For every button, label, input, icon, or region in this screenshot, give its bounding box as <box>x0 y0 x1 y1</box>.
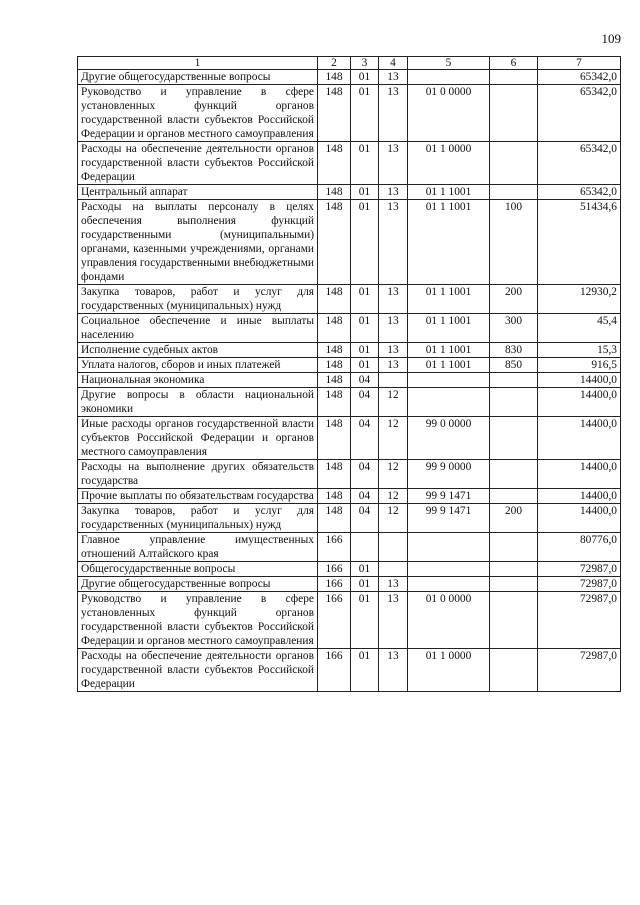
row-name: Другие общегосударственные вопросы <box>78 70 318 85</box>
cell-section: 01 <box>351 200 379 285</box>
cell-admin-code: 148 <box>318 373 351 388</box>
cell-amount: 45,4 <box>538 314 621 343</box>
cell-section: 04 <box>351 504 379 533</box>
cell-admin-code: 148 <box>318 142 351 185</box>
cell-subsection: 13 <box>379 649 408 692</box>
cell-amount: 72987,0 <box>538 592 621 649</box>
budget-table <box>77 56 621 692</box>
row-name: Другие вопросы в области национальной экономики <box>78 388 318 417</box>
cell-target-article <box>408 533 490 562</box>
table-row <box>78 70 621 85</box>
cell-target-article: 01 0 0000 <box>408 85 490 142</box>
table-row <box>78 358 621 373</box>
cell-amount: 14400,0 <box>538 373 621 388</box>
cell-amount: 14400,0 <box>538 489 621 504</box>
cell-admin-code: 166 <box>318 649 351 692</box>
table-row <box>78 388 621 417</box>
table-row <box>78 142 621 185</box>
cell-target-article: 99 0 0000 <box>408 417 490 460</box>
cell-section: 01 <box>351 185 379 200</box>
table-row <box>78 200 621 285</box>
cell-admin-code: 148 <box>318 489 351 504</box>
cell-section: 01 <box>351 314 379 343</box>
row-name: Центральный аппарат <box>78 185 318 200</box>
cell-section: 01 <box>351 649 379 692</box>
cell-expense-type: 850 <box>490 358 538 373</box>
row-name: Общегосударственные вопросы <box>78 562 318 577</box>
table-row <box>78 185 621 200</box>
table-row <box>78 373 621 388</box>
table-row <box>78 577 621 592</box>
cell-section: 01 <box>351 577 379 592</box>
cell-target-article <box>408 562 490 577</box>
cell-expense-type: 200 <box>490 285 538 314</box>
cell-expense-type: 200 <box>490 504 538 533</box>
row-name: Руководство и управление в сфере установленных функций органов государственной власти субъектов Российской Федерации и органов местного самоуправления <box>78 85 318 142</box>
table-row <box>78 343 621 358</box>
cell-section: 04 <box>351 373 379 388</box>
cell-target-article <box>408 388 490 417</box>
cell-admin-code: 148 <box>318 358 351 373</box>
cell-target-article: 01 1 1001 <box>408 358 490 373</box>
row-name: Расходы на выплаты персоналу в целях обеспечения выполнения функций государственными (муниципальными) органами, казенными учреждениями, органами управления государственными внебюджетными фондами <box>78 200 318 285</box>
cell-admin-code: 148 <box>318 314 351 343</box>
cell-amount: 65342,0 <box>538 85 621 142</box>
cell-section: 01 <box>351 70 379 85</box>
cell-section: 01 <box>351 343 379 358</box>
cell-amount: 80776,0 <box>538 533 621 562</box>
cell-target-article: 99 9 1471 <box>408 504 490 533</box>
row-name: Другие общегосударственные вопросы <box>78 577 318 592</box>
cell-admin-code: 148 <box>318 85 351 142</box>
cell-expense-type <box>490 649 538 692</box>
table-row <box>78 649 621 692</box>
cell-subsection: 13 <box>379 358 408 373</box>
cell-section: 04 <box>351 460 379 489</box>
cell-subsection: 13 <box>379 142 408 185</box>
row-name: Закупка товаров, работ и услуг для государственных (муниципальных) нужд <box>78 285 318 314</box>
cell-subsection: 12 <box>379 489 408 504</box>
cell-subsection: 13 <box>379 314 408 343</box>
column-number: 7 <box>538 57 621 70</box>
cell-expense-type <box>490 460 538 489</box>
table-row <box>78 314 621 343</box>
cell-amount: 51434,6 <box>538 200 621 285</box>
row-name: Иные расходы органов государственной власти субъектов Российской Федерации и органов местного самоуправления <box>78 417 318 460</box>
cell-subsection: 12 <box>379 388 408 417</box>
cell-expense-type <box>490 533 538 562</box>
table-row <box>78 460 621 489</box>
cell-expense-type: 830 <box>490 343 538 358</box>
page-number: 109 <box>601 31 621 46</box>
row-name: Социальное обеспечение и иные выплаты населению <box>78 314 318 343</box>
cell-target-article: 01 0 0000 <box>408 592 490 649</box>
cell-subsection <box>379 533 408 562</box>
cell-target-article: 01 1 1001 <box>408 200 490 285</box>
table-row <box>78 562 621 577</box>
cell-subsection: 13 <box>379 285 408 314</box>
cell-subsection: 13 <box>379 70 408 85</box>
cell-amount: 12930,2 <box>538 285 621 314</box>
cell-section: 04 <box>351 388 379 417</box>
cell-admin-code: 166 <box>318 562 351 577</box>
table-row <box>78 85 621 142</box>
cell-amount: 14400,0 <box>538 417 621 460</box>
table-row <box>78 504 621 533</box>
cell-target-article <box>408 70 490 85</box>
cell-subsection: 12 <box>379 460 408 489</box>
cell-amount: 65342,0 <box>538 185 621 200</box>
cell-expense-type <box>490 85 538 142</box>
cell-admin-code: 166 <box>318 592 351 649</box>
cell-subsection: 13 <box>379 592 408 649</box>
cell-admin-code: 148 <box>318 185 351 200</box>
cell-subsection: 12 <box>379 417 408 460</box>
cell-section: 01 <box>351 85 379 142</box>
cell-amount: 72987,0 <box>538 577 621 592</box>
cell-admin-code: 148 <box>318 388 351 417</box>
table-row <box>78 533 621 562</box>
cell-expense-type <box>490 142 538 185</box>
cell-expense-type <box>490 373 538 388</box>
cell-amount: 15,3 <box>538 343 621 358</box>
cell-amount: 72987,0 <box>538 562 621 577</box>
row-name: Руководство и управление в сфере установленных функций органов государственной власти субъектов Российской Федерации и органов местного самоуправления <box>78 592 318 649</box>
table-row <box>78 592 621 649</box>
cell-subsection <box>379 373 408 388</box>
column-number: 1 <box>78 57 318 70</box>
cell-target-article: 01 1 1001 <box>408 185 490 200</box>
cell-expense-type <box>490 70 538 85</box>
column-number: 5 <box>408 57 490 70</box>
cell-admin-code: 148 <box>318 417 351 460</box>
cell-target-article: 99 9 1471 <box>408 489 490 504</box>
row-name: Расходы на выполнение других обязательств государства <box>78 460 318 489</box>
row-name: Национальная экономика <box>78 373 318 388</box>
cell-subsection: 13 <box>379 200 408 285</box>
cell-admin-code: 148 <box>318 285 351 314</box>
column-number: 3 <box>351 57 379 70</box>
cell-admin-code: 148 <box>318 504 351 533</box>
cell-expense-type <box>490 185 538 200</box>
cell-expense-type <box>490 577 538 592</box>
cell-expense-type <box>490 388 538 417</box>
row-name: Прочие выплаты по обязательствам государства <box>78 489 318 504</box>
cell-target-article <box>408 373 490 388</box>
column-number-row <box>78 57 621 70</box>
cell-amount: 14400,0 <box>538 460 621 489</box>
cell-target-article <box>408 577 490 592</box>
cell-subsection <box>379 562 408 577</box>
cell-target-article: 01 1 1001 <box>408 314 490 343</box>
table-row <box>78 285 621 314</box>
cell-target-article: 01 1 1001 <box>408 343 490 358</box>
column-number: 4 <box>379 57 408 70</box>
cell-section: 01 <box>351 358 379 373</box>
table-body <box>78 70 621 692</box>
cell-amount: 14400,0 <box>538 504 621 533</box>
cell-admin-code: 148 <box>318 343 351 358</box>
cell-amount: 72987,0 <box>538 649 621 692</box>
cell-target-article: 01 1 0000 <box>408 649 490 692</box>
cell-subsection: 13 <box>379 185 408 200</box>
cell-admin-code: 166 <box>318 577 351 592</box>
cell-section <box>351 533 379 562</box>
column-number: 2 <box>318 57 351 70</box>
cell-target-article: 01 1 0000 <box>408 142 490 185</box>
cell-expense-type: 100 <box>490 200 538 285</box>
row-name: Закупка товаров, работ и услуг для государственных (муниципальных) нужд <box>78 504 318 533</box>
cell-amount: 14400,0 <box>538 388 621 417</box>
column-number: 6 <box>490 57 538 70</box>
cell-amount: 65342,0 <box>538 70 621 85</box>
row-name: Расходы на обеспечение деятельности органов государственной власти субъектов Российской Федерации <box>78 142 318 185</box>
cell-expense-type: 300 <box>490 314 538 343</box>
cell-subsection: 13 <box>379 577 408 592</box>
cell-subsection: 13 <box>379 85 408 142</box>
row-name: Исполнение судебных актов <box>78 343 318 358</box>
cell-section: 04 <box>351 489 379 504</box>
cell-expense-type <box>490 562 538 577</box>
cell-target-article: 01 1 1001 <box>408 285 490 314</box>
cell-section: 04 <box>351 417 379 460</box>
cell-admin-code: 148 <box>318 200 351 285</box>
cell-expense-type <box>490 417 538 460</box>
cell-section: 01 <box>351 285 379 314</box>
table-row <box>78 417 621 460</box>
cell-admin-code: 166 <box>318 533 351 562</box>
cell-amount: 916,5 <box>538 358 621 373</box>
row-name: Расходы на обеспечение деятельности органов государственной власти субъектов Российской Федерации <box>78 649 318 692</box>
row-name: Уплата налогов, сборов и иных платежей <box>78 358 318 373</box>
cell-expense-type <box>490 489 538 504</box>
cell-subsection: 13 <box>379 343 408 358</box>
cell-expense-type <box>490 592 538 649</box>
cell-section: 01 <box>351 142 379 185</box>
cell-admin-code: 148 <box>318 460 351 489</box>
table-row <box>78 489 621 504</box>
cell-section: 01 <box>351 562 379 577</box>
cell-amount: 65342,0 <box>538 142 621 185</box>
cell-admin-code: 148 <box>318 70 351 85</box>
cell-subsection: 12 <box>379 504 408 533</box>
cell-section: 01 <box>351 592 379 649</box>
cell-target-article: 99 9 0000 <box>408 460 490 489</box>
row-name: Главное управление имущественных отношений Алтайского края <box>78 533 318 562</box>
